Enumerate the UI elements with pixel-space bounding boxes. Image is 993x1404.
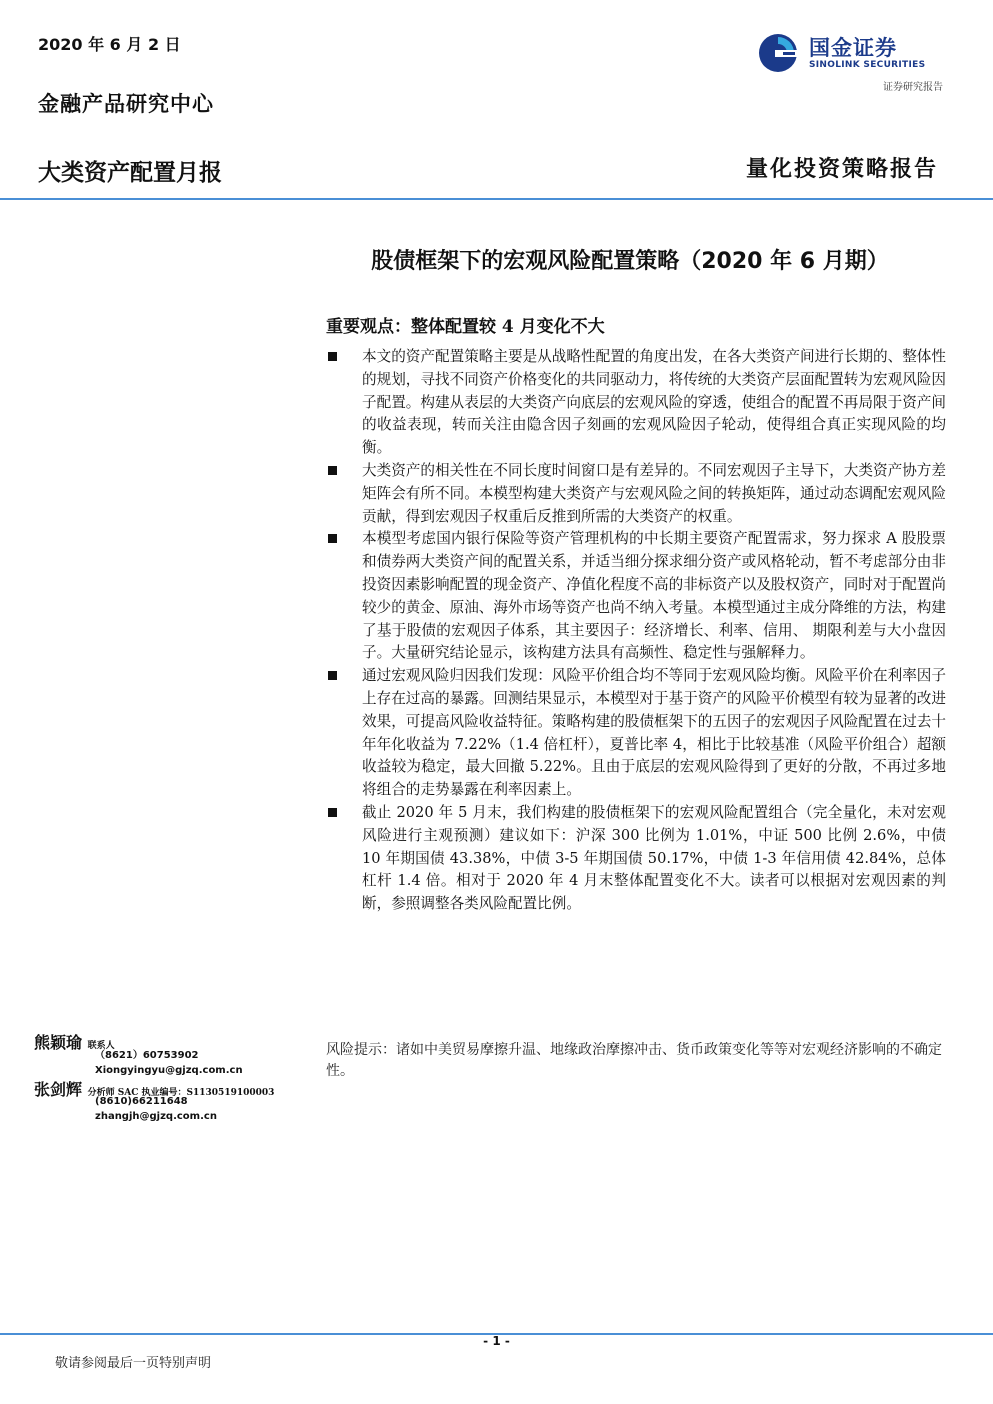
report-type: 大类资产配置月报 [38,160,222,186]
logo-subtitle: 证券研究报告 [883,82,943,93]
analyst-name: 张剑辉 [34,1080,83,1099]
key-points-heading: 重要观点：整体配置较 4 月变化不大 [326,317,605,337]
bullet-square-icon [328,466,337,475]
bullet-text: 本文的资产配置策略主要是从战略性配置的角度出发，在各大类资产间进行长期的、整体性的规划，寻找不同资产价格变化的共同驱动力，将传统的大类资产层面配置转为宏观风险因子配置。构建从表层的大类资产向底层的宏观风险的穿透，使组合的配置不再局限于资产间的收益表现，转而关注由隐含因子刻画的宏观风险因子轮动，使得组合真正实现风险的均衡。 [362,348,946,457]
report-title: 股债框架下的宏观风险配置策略（2020 年 6 月期） [371,249,889,274]
analyst-role: 联系人 [87,1041,115,1051]
bullet-text: 截止 2020 年 5 月末，我们构建的股债框架下的宏观风险配置组合（完全量化，未对宏观风险进行主观预测）建议如下：沪深 300 比例为 1.01%，中证 500 比例 2.6%，中债 10 年期国债 43.38%，中债 3-5 年期国债 50.17%，中债 1-3 年信用债 42.84%，总体杠杆 1.4 倍。相对于 2020 年 4 月末整体配置变化不大。读者可以根据对宏观因素的判断，参照调整各类风险配置比例。 [362,803,946,913]
analyst-role: 分析师 SAC 执业编号：S1130519100003 [87,1088,275,1098]
report-date: 2020 年 6 月 2 日 [38,35,181,54]
bullet-item [326,528,946,665]
analyst-name: 熊颖瑜 [34,1033,83,1052]
bullet-text: 通过宏观风险归因我们发现：风险平价组合均不等同于宏观风险均衡。风险平价在利率因子上存在过高的暴露。回测结果显示，本模型对于基于资产的风险平价模型有较为显著的改进效果，可提高风险收益特征。策略构建的股债框架下的五因子的宏观因子风险配置在过去十年年化收益为 7.22%（1.4 倍杠杆），夏普比率 4，相比于比较基准（风险平价组合）超额收益较为稳定，最大回撤 5.22%。且由于底层的宏观风险得到了更好的分散，不再过多地将组合的走势暴露在利率因素上。 [362,667,946,799]
page-number: - 1 - [483,1334,510,1348]
logo-mark-icon [757,32,799,74]
company-logo [757,28,947,78]
analyst-phone: （8621）60753902 [95,1050,199,1061]
analyst-email[interactable]: zhangjh@gjzq.com.cn [95,1111,217,1122]
bullet-text: 本模型考虑国内银行保险等资产管理机构的中长期主要资产配置需求，努力探求 A 股股票和债券两大类资产间的配置关系，并适当细分探求细分资产或风格轮动，暂不考虑部分由非投资因素影响配置的现金资产、净值化程度不高的非标资产以及股权资产，同时对于配置尚较少的黄金、原油、海外市场等资产也尚不纳入考量。本模型通过主成分降维的方法，构建了基于股债的宏观因子体系，其主要因子：经济增长、利率、信用、 期限利差与大小盘因子。大量研究结论显示，该构建方法具有高频性、稳定性与强解释力。 [362,530,946,662]
analyst-email[interactable]: Xiongyingyu@gjzq.com.cn [95,1065,243,1076]
research-center-name: 金融产品研究中心 [38,91,214,116]
header-divider [0,198,993,200]
bullet-square-icon [328,671,337,680]
footer-disclaimer: 敬请参阅最后一页特别声明 [55,1356,212,1371]
bullet-item [326,665,946,802]
analyst-phone: (8610)66211648 [95,1096,188,1107]
key-points-list [326,346,946,916]
risk-warning: 风险提示：诸如中美贸易摩擦升温、地缘政治摩擦冲击、货币政策变化等等对宏观经济影响的不确定性。 [326,1042,942,1079]
bullet-item [326,346,946,460]
bullet-square-icon [328,534,337,543]
bullet-item [326,460,946,528]
logo-name-en: SINOLINK SECURITIES [809,60,926,70]
bullet-text: 大类资产的相关性在不同长度时间窗口是有差异的。不同宏观因子主导下，大类资产协方差矩阵会有所不同。本模型构建大类资产与宏观风险之间的转换矩阵，通过动态调配宏观风险贡献，得到宏观因子权重后反推到所需的大类资产的权重。 [362,461,946,525]
analyst-2-contact [95,1094,217,1124]
analyst-1-contact [95,1048,243,1078]
bullet-square-icon [328,808,337,817]
bullet-square-icon [328,352,337,361]
bullet-item [326,802,946,916]
logo-name-cn: 国金证券 [809,36,897,60]
strategy-label: 量化投资策略报告 [745,156,938,182]
